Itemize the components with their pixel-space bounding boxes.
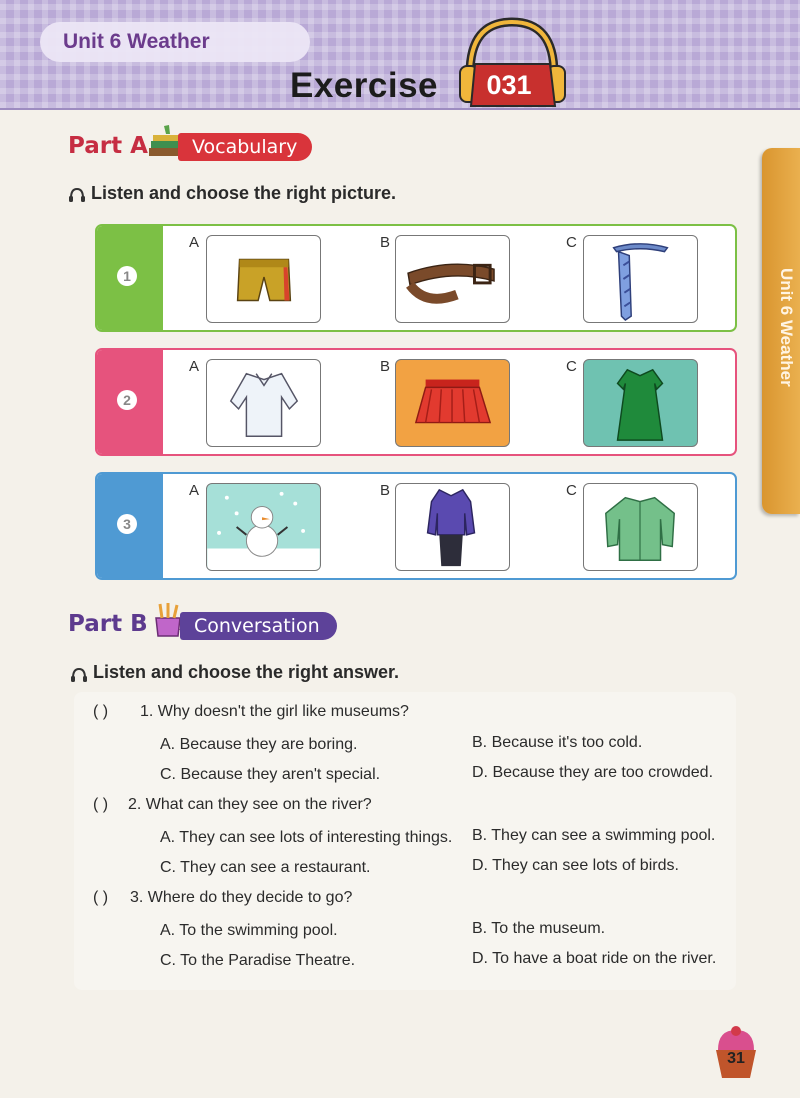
vocabulary-ribbon: Vocabulary [178, 133, 312, 161]
answer-option[interactable]: D. To have a boat ride on the river. [472, 950, 717, 967]
answer-blank[interactable]: ( ) [93, 796, 109, 813]
option-letter: C [566, 234, 577, 251]
row-number: 3 [117, 514, 137, 534]
part-a-instruction: Listen and choose the right picture. [91, 183, 397, 203]
page-number: 31 [727, 1050, 745, 1067]
side-tab [762, 148, 800, 514]
answer-option[interactable]: A. They can see lots of interesting things. [160, 829, 453, 846]
belt-picture[interactable] [395, 235, 510, 323]
shorts-picture[interactable] [206, 235, 321, 323]
row-number: 2 [117, 390, 137, 410]
row-number-panel [97, 474, 163, 578]
part-b-instruction: Listen and choose the right answer. [93, 662, 400, 682]
shirt-picture[interactable] [583, 483, 698, 571]
answer-option[interactable]: A. Because they are boring. [160, 736, 358, 753]
answer-option[interactable]: A. To the swimming pool. [160, 922, 338, 939]
answer-option[interactable]: B. Because it's too cold. [472, 734, 643, 751]
row-number: 1 [117, 266, 137, 286]
option-letter: C [566, 358, 577, 375]
part-b-label: Part B [68, 611, 148, 637]
option-letter: A [189, 234, 200, 251]
side-tab-label: Unit 6 Weather [777, 268, 796, 387]
option-letter: C [566, 482, 577, 499]
listen-icon [68, 186, 86, 204]
listen-icon [70, 666, 88, 684]
answer-option[interactable]: D. They can see lots of birds. [472, 857, 679, 874]
suit-picture[interactable] [395, 483, 510, 571]
answer-option[interactable]: B. They can see a swimming pool. [472, 827, 716, 844]
answer-blank[interactable]: ( ) [93, 703, 109, 720]
conversation-ribbon: Conversation [180, 612, 337, 640]
unit-title: Unit 6 Weather [63, 30, 210, 53]
exercise-number: 031 [486, 70, 532, 100]
question-text: 1. Why doesn't the girl like museums? [140, 703, 409, 720]
answer-option[interactable]: C. Because they aren't special. [160, 766, 381, 783]
question-text: 3. Where do they decide to go? [130, 889, 353, 906]
answer-option[interactable]: D. Because they are too crowded. [472, 764, 714, 781]
option-letter: B [380, 234, 391, 251]
row-number-panel [97, 350, 163, 454]
part-a-label: Part A [68, 133, 148, 159]
option-letter: A [189, 482, 200, 499]
row-number-panel [97, 226, 163, 330]
option-letter: A [189, 358, 200, 375]
option-letter: B [380, 482, 391, 499]
question-text: 2. What can they see on the river? [128, 796, 372, 813]
dress-picture[interactable] [583, 359, 698, 447]
skirt-picture[interactable] [395, 359, 510, 447]
snowman-picture[interactable] [206, 483, 321, 571]
answer-option[interactable]: B. To the museum. [472, 920, 606, 937]
answer-blank[interactable]: ( ) [93, 889, 109, 906]
tie-picture[interactable] [583, 235, 698, 323]
answer-option[interactable]: C. They can see a restaurant. [160, 859, 371, 876]
option-letter: B [380, 358, 391, 375]
answer-option[interactable]: C. To the Paradise Theatre. [160, 952, 356, 969]
exercise-title: Exercise [290, 66, 439, 105]
blouse-picture[interactable] [206, 359, 321, 447]
